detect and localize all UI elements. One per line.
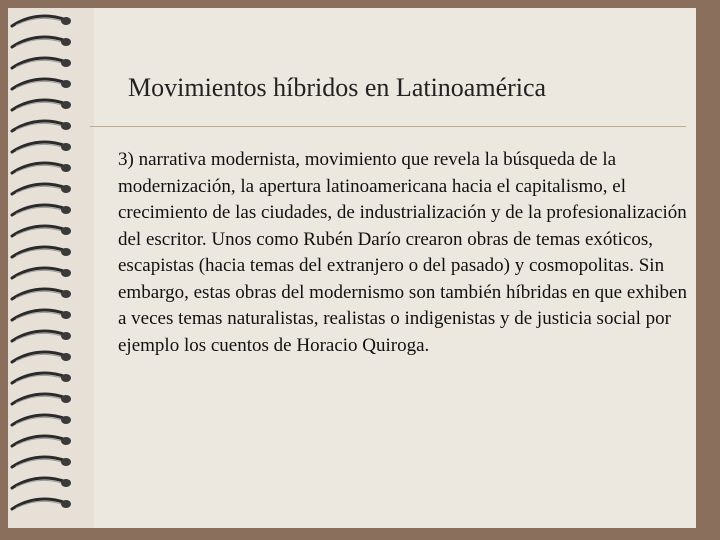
binding-hole [61, 374, 71, 382]
spiral-coil [12, 184, 66, 194]
binding-hole [61, 227, 71, 235]
binding-hole [61, 437, 71, 445]
spiral-coil [12, 436, 66, 446]
binding-hole [61, 80, 71, 88]
slide-body-text: 3) narrativa modernista, movimiento que revela la búsqueda de la modernización, la apertura latinoamericana hacia el capitalismo, el crecimiento de las ciudades, de industrialización y de la profesionalización del escritor. Unos como Rubén Darío crearon obras de temas exóticos, escapistas (hacia temas del extranjero o del pasado) y cosmopolitas. Sin embargo, estas obras del modernismo son también híbridas en que exhiben a veces temas naturalistas, realistas o indigenistas y de justicia social por ejemplo los cuentos de Horacio Quiroga. [118, 149, 687, 356]
spiral-coil [12, 79, 66, 89]
spiral-coil [12, 142, 66, 152]
spiral-coil [12, 100, 66, 110]
binding-hole [61, 206, 71, 214]
binding-hole [61, 332, 71, 340]
binding-hole [61, 38, 71, 46]
spiral-coil [12, 16, 66, 26]
spiral-coil [12, 289, 66, 299]
slide-title: Movimientos híbridos en Latinoamérica [128, 73, 547, 103]
spiral-coil [12, 226, 66, 236]
spiral-coil [12, 373, 66, 383]
binding-hole [61, 269, 71, 277]
binding-hole [61, 353, 71, 361]
binding-hole [61, 164, 71, 172]
spiral-coil [12, 247, 66, 257]
spiral-coil [12, 121, 66, 131]
binding-hole [61, 479, 71, 487]
spiral-coil [12, 394, 66, 404]
binding-hole [61, 290, 71, 298]
spiral-coil [12, 163, 66, 173]
spiral-coil [12, 352, 66, 362]
spiral-coil [12, 499, 66, 509]
spiral-coil [12, 478, 66, 488]
spiral-coil [12, 415, 66, 425]
binding-hole [61, 59, 71, 67]
binding-hole [61, 185, 71, 193]
spiral-coil [12, 205, 66, 215]
spiral-coil [12, 457, 66, 467]
binding-hole [61, 395, 71, 403]
binding-hole [61, 143, 71, 151]
binding-hole [61, 17, 71, 25]
spiral-coil [12, 58, 66, 68]
binding-hole [61, 248, 71, 256]
spiral-coil [12, 268, 66, 278]
spiral-coil [12, 331, 66, 341]
binding-hole [61, 458, 71, 466]
spiral-coil [12, 310, 66, 320]
binding-hole [61, 500, 71, 508]
binding-hole [61, 311, 71, 319]
binding-hole [61, 416, 71, 424]
spiral-coil [12, 37, 66, 47]
spiral-binding-icon [0, 10, 80, 520]
binding-hole [61, 122, 71, 130]
binding-hole [61, 101, 71, 109]
title-divider [90, 126, 686, 127]
